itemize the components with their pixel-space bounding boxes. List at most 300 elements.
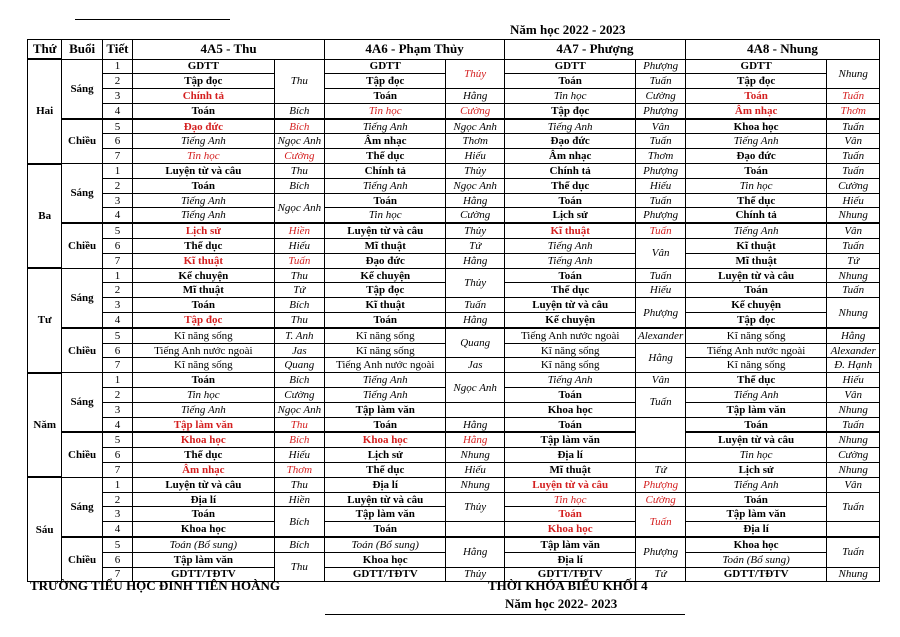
teacher-cell: Bích <box>274 537 325 552</box>
subject-cell: Toán <box>133 507 274 522</box>
day-cell: Tư <box>28 268 62 373</box>
teacher-cell: Ngọc Anh <box>446 119 505 134</box>
teacher-cell: Nhung <box>827 463 880 478</box>
day-cell: Hai <box>28 59 62 164</box>
subject-cell: Tập đọc <box>685 74 826 89</box>
teacher-cell: Tuấn <box>636 388 686 418</box>
subject-cell: Kĩ năng sống <box>504 343 635 358</box>
subject-cell: Mĩ thuật <box>504 463 635 478</box>
day-cell: Năm <box>28 373 62 478</box>
table-row <box>28 149 880 164</box>
subject-cell: Tập làm văn <box>325 507 446 522</box>
subject-cell: Toán <box>133 103 274 118</box>
subject-cell: Mĩ thuật <box>685 253 826 268</box>
subject-cell: Địa lí <box>504 552 635 567</box>
teacher-cell: Bích <box>274 103 325 118</box>
teacher-cell: Hiếu <box>636 178 686 193</box>
table-row <box>28 432 880 447</box>
subject-cell: Tập làm văn <box>325 402 446 417</box>
subject-cell: GDTT <box>504 59 635 74</box>
timetable-title: THỜI KHÓA BIỂU KHỐI 4 <box>488 578 648 593</box>
teacher-cell: Tuấn <box>446 298 505 313</box>
teacher-cell: Thu <box>274 552 325 582</box>
subject-cell: Tập đọc <box>325 283 446 298</box>
col-class-4a7: 4A7 - Phượng <box>504 40 685 60</box>
subject-cell: Khoa học <box>133 432 274 447</box>
teacher-cell: Jas <box>446 358 505 373</box>
subject-cell: GDTT <box>325 59 446 74</box>
teacher-cell: Thủy <box>446 223 505 238</box>
subject-cell: Kể chuyện <box>325 268 446 283</box>
teacher-cell: Tuấn <box>827 164 880 179</box>
teacher-cell: Hằng <box>446 193 505 208</box>
subject-cell: Khoa học <box>325 432 446 447</box>
teacher-cell: Phượng <box>636 477 686 492</box>
teacher-cell: Vân <box>636 373 686 388</box>
subject-cell: Kĩ năng sống <box>685 358 826 373</box>
subject-cell: Luyện từ và câu <box>325 492 446 507</box>
teacher-cell: Thơm <box>636 149 686 164</box>
period-cell: 4 <box>102 103 132 118</box>
teacher-cell: Thủy <box>446 268 505 298</box>
subject-cell: Tập đọc <box>133 74 274 89</box>
table-row <box>28 298 880 313</box>
teacher-cell: Nhung <box>827 402 880 417</box>
teacher-cell: Cường <box>274 388 325 403</box>
header-row <box>28 40 880 60</box>
subject-cell: Toán <box>504 388 635 403</box>
teacher-cell: Cường <box>636 492 686 507</box>
teacher-cell: Bích <box>274 298 325 313</box>
subject-cell: Địa lí <box>504 448 635 463</box>
subject-cell: Toán <box>133 178 274 193</box>
bottom-rule <box>325 614 685 615</box>
teacher-cell: Ngọc Anh <box>446 373 505 403</box>
subject-cell: Toán <box>325 313 446 328</box>
subject-cell: Toán <box>325 89 446 104</box>
period-cell: 6 <box>102 448 132 463</box>
subject-cell: Toán <box>325 193 446 208</box>
teacher-cell: Tuấn <box>636 134 686 149</box>
teacher-cell: Cường <box>274 149 325 164</box>
period-cell: 1 <box>102 164 132 179</box>
subject-cell: Chính tả <box>504 164 635 179</box>
teacher-cell: Alexander <box>827 343 880 358</box>
subject-cell: Kể chuyện <box>504 313 635 328</box>
subject-cell: GDTT/TĐTV <box>133 567 274 582</box>
subject-cell: Luyện từ và câu <box>685 268 826 283</box>
teacher-cell: Hiền <box>274 492 325 507</box>
teacher-cell: Hiếu <box>636 283 686 298</box>
teacher-cell: Nhung <box>827 208 880 223</box>
col-buoi: Buổi <box>62 40 102 60</box>
subject-cell: Âm nhạc <box>325 134 446 149</box>
teacher-cell: Nhung <box>827 298 880 328</box>
subject-cell: Âm nhạc <box>133 463 274 478</box>
teacher-cell: Hiếu <box>446 149 505 164</box>
subject-cell: Lịch sử <box>504 208 635 223</box>
col-class-4a8: 4A8 - Nhung <box>685 40 879 60</box>
subject-cell: Đạo đức <box>133 119 274 134</box>
subject-cell: Toán <box>504 74 635 89</box>
subject-cell: Tiếng Anh <box>133 193 274 208</box>
teacher-cell: Hằng <box>446 432 505 447</box>
table-row <box>28 239 880 254</box>
teacher-cell: Tuấn <box>827 417 880 432</box>
period-cell: 1 <box>102 477 132 492</box>
subject-cell: Tập đọc <box>685 313 826 328</box>
teacher-cell: Thơm <box>274 463 325 478</box>
subject-cell: Kĩ thuật <box>133 253 274 268</box>
teacher-cell: Bích <box>274 507 325 537</box>
table-row <box>28 223 880 238</box>
school-name: TRƯỜNG TIỂU HỌC ĐINH TIÊN HOÀNG <box>30 578 281 593</box>
period-cell: 2 <box>102 388 132 403</box>
teacher-cell: Hiền <box>274 223 325 238</box>
teacher-cell: Thu <box>274 477 325 492</box>
subject-cell: Địa lí <box>133 492 274 507</box>
teacher-cell: Hằng <box>446 89 505 104</box>
teacher-cell: Nhung <box>827 59 880 89</box>
table-row <box>28 208 880 223</box>
teacher-cell: Tuấn <box>827 283 880 298</box>
subject-cell: Kĩ năng sống <box>504 358 635 373</box>
subject-cell: Âm nhạc <box>504 149 635 164</box>
subject-cell: Lịch sử <box>685 463 826 478</box>
subject-cell: Khoa học <box>504 402 635 417</box>
subject-cell: Chính tả <box>685 208 826 223</box>
teacher-cell: Bích <box>274 373 325 388</box>
session-cell: Chiều <box>62 432 102 477</box>
subject-cell: Toán <box>504 268 635 283</box>
subject-cell: Kĩ thuật <box>504 223 635 238</box>
teacher-cell: Hiếu <box>274 239 325 254</box>
table-row <box>28 358 880 373</box>
subject-cell: Tập làm văn <box>133 417 274 432</box>
period-cell: 5 <box>102 328 132 343</box>
teacher-cell: Phượng <box>636 208 686 223</box>
session-cell: Sáng <box>62 164 102 224</box>
subject-cell: Thể dục <box>325 149 446 164</box>
teacher-cell: Thu <box>274 313 325 328</box>
teacher-cell: Tuấn <box>827 239 880 254</box>
subject-cell: GDTT/TĐTV <box>325 567 446 582</box>
subject-cell: Tiếng Anh <box>133 208 274 223</box>
teacher-cell: Cường <box>446 208 505 223</box>
teacher-cell: Tuấn <box>827 149 880 164</box>
table-row <box>28 402 880 417</box>
session-cell: Chiều <box>62 537 102 582</box>
subject-cell: Kĩ thuật <box>325 298 446 313</box>
table-row <box>28 537 880 552</box>
subject-cell: Tập đọc <box>133 313 274 328</box>
subject-cell: Toán <box>325 417 446 432</box>
subject-cell: Đạo đức <box>685 149 826 164</box>
table-row <box>28 178 880 193</box>
teacher-cell: Hiếu <box>274 448 325 463</box>
teacher-cell: Hằng <box>446 417 505 432</box>
subject-cell: Luyện từ và câu <box>685 432 826 447</box>
subject-cell: Tiếng Anh <box>325 178 446 193</box>
subject-cell: GDTT <box>133 59 274 74</box>
teacher-cell: Ngọc Anh <box>274 134 325 149</box>
teacher-cell <box>636 417 686 448</box>
subject-cell: Tiếng Anh <box>685 134 826 149</box>
teacher-cell: Tuấn <box>636 74 686 89</box>
table-row <box>28 103 880 118</box>
teacher-cell: Tứ <box>446 239 505 254</box>
subject-cell: Âm nhạc <box>685 103 826 118</box>
teacher-cell: Cường <box>827 178 880 193</box>
col-class-4a6: 4A6 - Phạm Thủy <box>325 40 505 60</box>
period-cell: 4 <box>102 522 132 537</box>
period-cell: 5 <box>102 432 132 447</box>
table-row <box>28 373 880 388</box>
subject-cell: Kể chuyện <box>685 298 826 313</box>
teacher-cell: Thủy <box>446 164 505 179</box>
subject-cell: Luyện từ và câu <box>325 223 446 238</box>
session-cell: Sáng <box>62 268 102 328</box>
table-row <box>28 59 880 74</box>
period-cell: 4 <box>102 313 132 328</box>
subject-cell: Tập đọc <box>325 74 446 89</box>
table-row <box>28 448 880 463</box>
period-cell: 3 <box>102 507 132 522</box>
period-cell: 1 <box>102 373 132 388</box>
teacher-cell: Alexander <box>636 328 686 343</box>
table-row <box>28 89 880 104</box>
subject-cell: Luyện từ và câu <box>504 477 635 492</box>
teacher-cell: Đ. Hạnh <box>827 358 880 373</box>
period-cell: 7 <box>102 358 132 373</box>
session-cell: Sáng <box>62 373 102 433</box>
teacher-cell: Bích <box>274 178 325 193</box>
subject-cell: Tập làm văn <box>504 537 635 552</box>
day-cell: Ba <box>28 164 62 269</box>
teacher-cell: Hiếu <box>827 193 880 208</box>
teacher-cell: Vân <box>827 134 880 149</box>
period-cell: 2 <box>102 74 132 89</box>
timetable <box>27 39 880 582</box>
teacher-cell: Bích <box>274 432 325 447</box>
teacher-cell: Hiếu <box>446 463 505 478</box>
subject-cell: Địa lí <box>325 477 446 492</box>
teacher-cell: T. Anh <box>274 328 325 343</box>
table-row <box>28 164 880 179</box>
teacher-cell: Vân <box>827 477 880 492</box>
subject-cell: Tiếng Anh <box>504 373 635 388</box>
teacher-cell: Nhung <box>827 268 880 283</box>
subject-cell: Tin học <box>325 208 446 223</box>
subject-cell: Lịch sử <box>325 448 446 463</box>
subject-cell: Tin học <box>504 492 635 507</box>
teacher-cell: Tứ <box>827 253 880 268</box>
subject-cell: Tiếng Anh nước ngoài <box>133 343 274 358</box>
subject-cell: Toán <box>504 417 635 432</box>
table-row <box>28 193 880 208</box>
subject-cell: Mĩ thuật <box>133 283 274 298</box>
table-row <box>28 522 880 537</box>
subject-cell: Tin học <box>685 178 826 193</box>
subject-cell: Thể dục <box>504 283 635 298</box>
subject-cell: Tiếng Anh <box>325 373 446 388</box>
teacher-cell: Ngọc Anh <box>274 402 325 417</box>
school-year-header: Năm học 2022 - 2023 <box>510 22 626 37</box>
teacher-cell: Thủy <box>446 567 505 582</box>
subject-cell: Tiếng Anh <box>685 223 826 238</box>
teacher-cell: Hằng <box>827 328 880 343</box>
period-cell: 2 <box>102 283 132 298</box>
session-cell: Chiều <box>62 119 102 164</box>
teacher-cell: Vân <box>636 239 686 269</box>
subject-cell: GDTT/TĐTV <box>504 567 635 582</box>
table-row <box>28 268 880 283</box>
col-thu: Thứ <box>28 40 62 60</box>
period-cell: 3 <box>102 402 132 417</box>
subject-cell: Thể dục <box>133 239 274 254</box>
subject-cell: Thể dục <box>133 448 274 463</box>
period-cell: 7 <box>102 149 132 164</box>
subject-cell: Kĩ thuật <box>685 239 826 254</box>
teacher-cell: Hằng <box>636 343 686 373</box>
teacher-cell: Tuấn <box>827 89 880 104</box>
period-cell: 4 <box>102 417 132 432</box>
subject-cell: Kĩ năng sống <box>325 328 446 343</box>
teacher-cell <box>636 448 686 463</box>
teacher-cell: Nhung <box>827 432 880 447</box>
subject-cell: GDTT/TĐTV <box>685 567 826 582</box>
subject-cell: Toán <box>685 492 826 507</box>
table-row <box>28 492 880 507</box>
teacher-cell: Phượng <box>636 103 686 118</box>
subject-cell: Tiếng Anh <box>504 253 635 268</box>
subject-cell: Kĩ năng sống <box>133 358 274 373</box>
subject-cell: Tiếng Anh <box>504 119 635 134</box>
top-rule <box>75 19 230 20</box>
subject-cell: Toán (Bổ sung) <box>325 537 446 552</box>
teacher-cell: Thủy <box>446 492 505 522</box>
teacher-cell: Nhung <box>827 567 880 582</box>
period-cell: 7 <box>102 463 132 478</box>
period-cell: 5 <box>102 223 132 238</box>
teacher-cell: Cường <box>827 448 880 463</box>
subject-cell: Kĩ năng sống <box>133 328 274 343</box>
table-row <box>28 417 880 432</box>
teacher-cell: Cường <box>636 89 686 104</box>
subject-cell: Toán <box>504 507 635 522</box>
teacher-cell: Hằng <box>446 253 505 268</box>
teacher-cell: Thơm <box>446 134 505 149</box>
teacher-cell: Nhung <box>446 448 505 463</box>
teacher-cell: Thu <box>274 417 325 432</box>
subject-cell: GDTT <box>685 59 826 74</box>
subject-cell: Mĩ thuật <box>325 239 446 254</box>
subject-cell: Khoa học <box>133 522 274 537</box>
subject-cell: Kĩ năng sống <box>685 328 826 343</box>
subject-cell: Kể chuyện <box>133 268 274 283</box>
teacher-cell: Cường <box>446 103 505 118</box>
teacher-cell: Phượng <box>636 537 686 567</box>
subject-cell: Tiếng Anh <box>325 119 446 134</box>
teacher-cell: Bích <box>274 119 325 134</box>
subject-cell: Tiếng Anh <box>325 388 446 403</box>
subject-cell: Tập làm văn <box>504 432 635 447</box>
subject-cell: Toán <box>325 522 446 537</box>
subject-cell: Toán <box>504 193 635 208</box>
teacher-cell: Tuấn <box>274 253 325 268</box>
teacher-cell: Tuấn <box>636 193 686 208</box>
col-class-4a5: 4A5 - Thu <box>133 40 325 60</box>
day-cell: Sáu <box>28 477 62 582</box>
subject-cell: Toán <box>685 417 826 432</box>
table-row <box>28 313 880 328</box>
period-cell: 5 <box>102 537 132 552</box>
period-cell: 5 <box>102 119 132 134</box>
teacher-cell: Tuấn <box>827 119 880 134</box>
subject-cell: Chính tả <box>325 164 446 179</box>
col-tiet: Tiết <box>102 40 132 60</box>
teacher-cell <box>446 402 505 417</box>
session-cell: Sáng <box>62 59 102 119</box>
subject-cell: Tiếng Anh <box>133 402 274 417</box>
subject-cell: Tập làm văn <box>133 552 274 567</box>
teacher-cell: Tuấn <box>636 268 686 283</box>
table-row <box>28 328 880 343</box>
period-cell: 7 <box>102 567 132 582</box>
subject-cell: Toán <box>133 298 274 313</box>
period-cell: 4 <box>102 208 132 223</box>
subject-cell: Toán (Bổ sung) <box>685 552 826 567</box>
teacher-cell: Tuấn <box>827 537 880 567</box>
teacher-cell: Ngọc Anh <box>274 193 325 223</box>
subject-cell: Tiếng Anh <box>133 134 274 149</box>
table-row <box>28 134 880 149</box>
subject-cell: Tiếng Anh <box>685 388 826 403</box>
period-cell: 1 <box>102 268 132 283</box>
teacher-cell: Tứ <box>636 567 686 582</box>
subject-cell: Tập làm văn <box>685 402 826 417</box>
subject-cell: Khoa học <box>685 119 826 134</box>
subject-cell: Tin học <box>133 149 274 164</box>
teacher-cell: Hằng <box>446 313 505 328</box>
subject-cell: Thể dục <box>504 178 635 193</box>
subject-cell: Tiếng Anh nước ngoài <box>504 328 635 343</box>
subject-cell: Tiếng Anh nước ngoài <box>685 343 826 358</box>
teacher-cell: Phượng <box>636 164 686 179</box>
period-cell: 3 <box>102 193 132 208</box>
teacher-cell: Thủy <box>446 59 505 89</box>
period-cell: 2 <box>102 492 132 507</box>
subject-cell: Toán (Bổ sung) <box>133 537 274 552</box>
subject-cell: Tiếng Anh <box>685 477 826 492</box>
subject-cell: Tập đọc <box>504 103 635 118</box>
period-cell: 3 <box>102 298 132 313</box>
subject-cell: Khoa học <box>685 537 826 552</box>
teacher-cell: Phượng <box>636 298 686 328</box>
subject-cell: Toán <box>133 373 274 388</box>
teacher-cell: Hiếu <box>827 373 880 388</box>
teacher-cell <box>446 522 505 537</box>
teacher-cell: Vân <box>827 388 880 403</box>
teacher-cell: Hằng <box>446 537 505 567</box>
period-cell: 6 <box>102 552 132 567</box>
teacher-cell: Quang <box>274 358 325 373</box>
table-row <box>28 119 880 134</box>
subject-cell: Thể dục <box>685 373 826 388</box>
subject-cell: Chính tả <box>133 89 274 104</box>
session-cell: Sáng <box>62 477 102 537</box>
teacher-cell: Jas <box>274 343 325 358</box>
